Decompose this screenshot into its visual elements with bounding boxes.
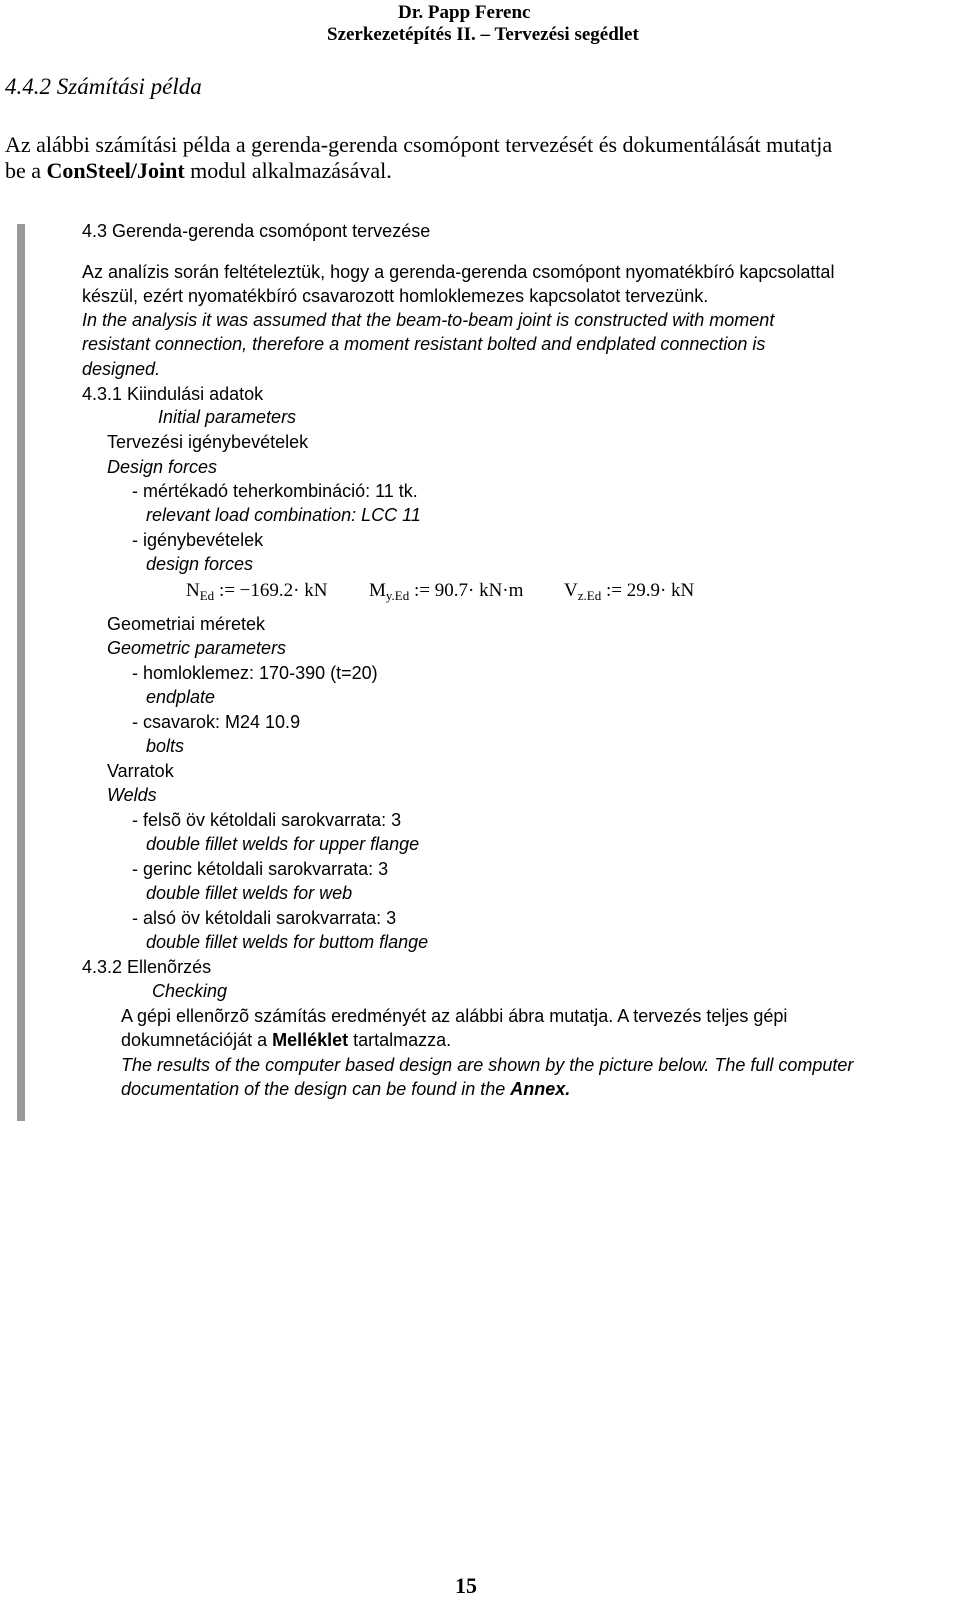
force-m-subscript: y.Ed xyxy=(385,588,410,603)
result-hu-line-2-post: tartalmazza. xyxy=(348,1030,452,1050)
force-m-y-ed xyxy=(369,580,523,604)
section-431-title: 4.3.1 Kiindulási adatok xyxy=(82,384,264,404)
design-forces-en: design forces xyxy=(146,554,254,574)
page-number: 15 xyxy=(455,1573,477,1598)
intro-line-2 xyxy=(5,158,392,184)
weld-upper-hu: - felsõ öv kétoldali sarokvarrata: 3 xyxy=(132,810,402,830)
forces-title: Tervezési igénybevételek xyxy=(107,432,309,452)
weld-web-hu: - gerinc kétoldali sarokvarrata: 3 xyxy=(132,859,389,879)
intro-line-1: Az alábbi számítási példa a gerenda-gerenda csomópont tervezését és dokumentálását mutatja xyxy=(5,132,833,157)
force-n-value: := −169.2· kN xyxy=(214,580,328,601)
load-combination-hu: - mértékadó teherkombináció: 11 tk. xyxy=(132,481,418,501)
intro-line-2-post: modul alkalmazásával. xyxy=(184,158,392,183)
welds-title: Varratok xyxy=(107,761,174,781)
bolts-en: bolts xyxy=(146,736,185,756)
result-en-line-1: The results of the computer based design are shown by the picture below. The full computer xyxy=(121,1055,854,1075)
force-n-symbol: N xyxy=(186,580,200,601)
force-v-z-ed xyxy=(564,580,694,604)
annex-en-label: Annex. xyxy=(510,1079,571,1099)
doc-title: 4.3 Gerenda-gerenda csomópont tervezése xyxy=(82,221,431,241)
geometry-title: Geometriai méretek xyxy=(107,614,266,634)
annex-hu-label: Melléklet xyxy=(272,1030,349,1050)
header-author: Dr. Papp Ferenc xyxy=(398,2,531,23)
section-432-title: 4.3.2 Ellenõrzés xyxy=(82,957,212,977)
consteel-joint-name: ConSteel/Joint xyxy=(46,158,185,183)
hu-para-line-2: készül, ezért nyomatékbíró csavarozott homloklemezes kapcsolatot tervezünk. xyxy=(82,286,709,306)
embedded-doc-sidebar xyxy=(17,224,25,1121)
load-combination-en: relevant load combination: LCC 11 xyxy=(146,505,421,525)
endplate-en: endplate xyxy=(146,687,216,707)
section-heading: 4.4.2 Számítási példa xyxy=(5,74,202,99)
geometry-en: Geometric parameters xyxy=(107,638,287,658)
weld-upper-en: double fillet welds for upper flange xyxy=(146,834,420,854)
result-hu-line-2 xyxy=(121,1030,451,1051)
result-hu-line-2-pre: dokumnetációját a xyxy=(121,1030,273,1050)
en-para-line-1: In the analysis it was assumed that the beam-to-beam joint is constructed with moment xyxy=(82,310,775,330)
force-v-subscript: z.Ed xyxy=(577,588,602,603)
force-v-value: := 29.9· kN xyxy=(601,580,695,601)
force-m-symbol: M xyxy=(369,580,386,601)
en-para-line-2: resistant connection, therefore a moment resistant bolted and endplated connection is xyxy=(82,334,766,354)
result-en-line-2-pre: documentation of the design can be found in the xyxy=(121,1079,511,1099)
force-m-value: := 90.7· kN·m xyxy=(409,580,524,601)
welds-en: Welds xyxy=(107,785,157,805)
force-v-symbol: V xyxy=(564,580,578,601)
section-431-en: Initial parameters xyxy=(158,407,297,427)
en-para-line-3: designed. xyxy=(82,359,161,379)
force-n-ed xyxy=(186,580,327,604)
header-course: Szerkezetépítés II. – Tervezési segédlet xyxy=(327,24,639,45)
bolts-hu: - csavarok: M24 10.9 xyxy=(132,712,301,732)
weld-web-en: double fillet welds for web xyxy=(146,883,353,903)
force-n-subscript: Ed xyxy=(199,588,215,603)
intro-line-2-pre: be a xyxy=(5,158,47,183)
forces-en: Design forces xyxy=(107,457,218,477)
endplate-hu: - homloklemez: 170-390 (t=20) xyxy=(132,663,378,683)
result-hu-line-1: A gépi ellenõrzõ számítás eredményét az alábbi ábra mutatja. A tervezés teljes gépi xyxy=(121,1006,788,1026)
design-forces-hu: - igénybevételek xyxy=(132,530,264,550)
hu-para-line-1: Az analízis során feltételeztük, hogy a gerenda-gerenda csomópont nyomatékbíró kapcsolattal xyxy=(82,262,835,282)
result-en-line-2 xyxy=(121,1079,570,1100)
weld-bottom-en: double fillet welds for buttom flange xyxy=(146,932,429,952)
section-432-en: Checking xyxy=(152,981,228,1001)
weld-bottom-hu: - alsó öv kétoldali sarokvarrata: 3 xyxy=(132,908,397,928)
